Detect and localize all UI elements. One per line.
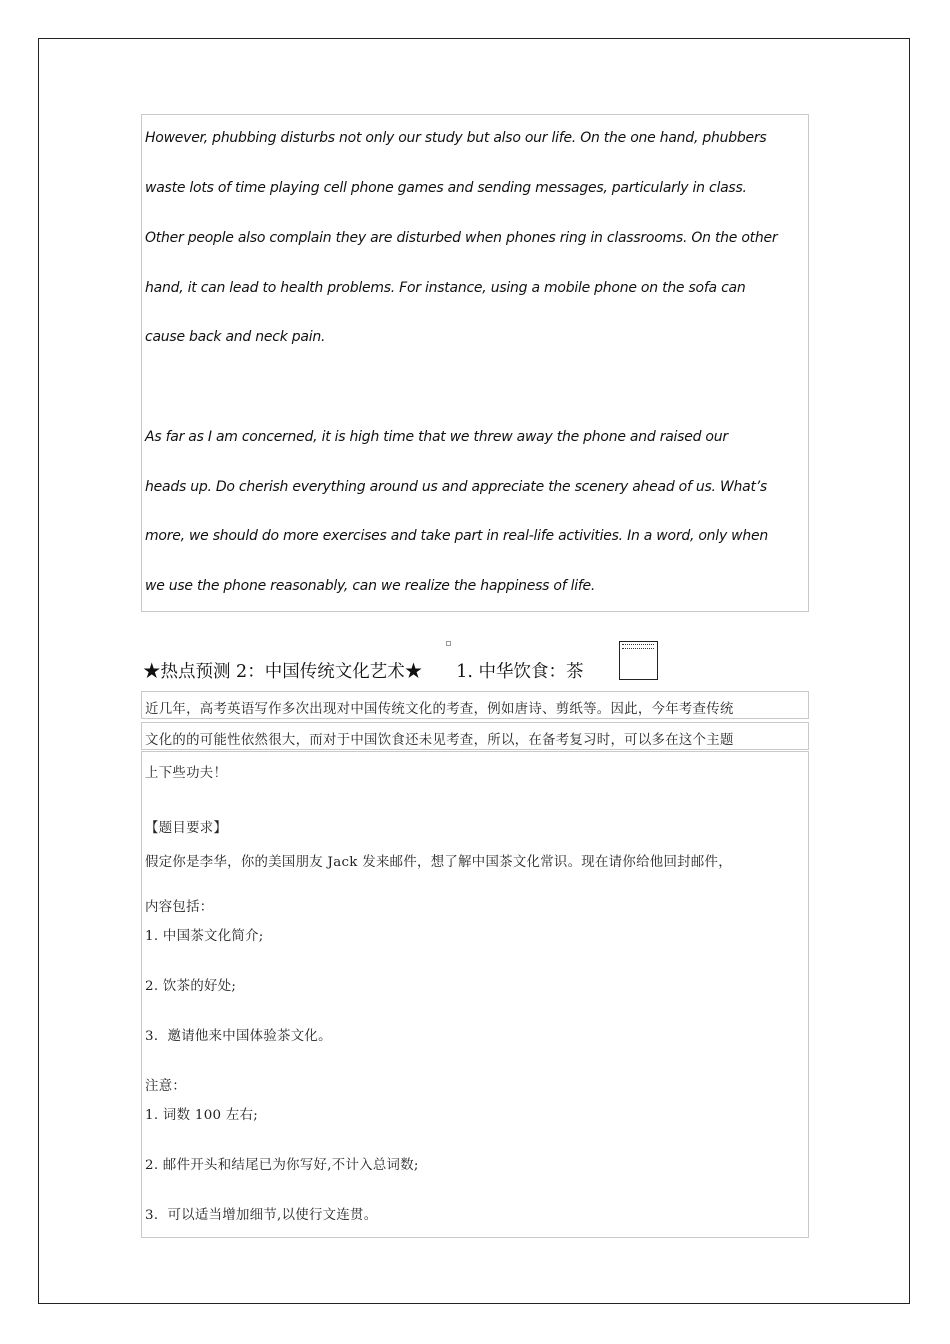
essay-line: Other people also complain they are disturbed when phones ring in classrooms. On the other	[145, 230, 778, 246]
note-item: 1. 词数 100 左右;	[145, 1108, 259, 1123]
section-subtitle: 1. 中华饮食：茶	[456, 662, 584, 682]
essay-line: waste lots of time playing cell phone games and sending messages, particularly in class.	[145, 180, 747, 196]
essay-line: more, we should do more exercises and take part in real-life activities. In a word, only when	[145, 528, 768, 544]
essay-line: cause back and neck pain.	[145, 329, 326, 345]
note-item: 2. 邮件开头和结尾已为你写好,不计入总词数;	[145, 1158, 419, 1173]
intro-line: 上下些功夫！	[145, 766, 228, 781]
task-prompt: 假定你是李华，你的美国朋友 Jack 发来邮件，想了解中国茶文化常识。现在请你给他回封邮件，	[145, 855, 732, 870]
intro-box-2	[141, 722, 809, 750]
essay-line: we use the phone reasonably, can we realize the happiness of life.	[145, 578, 596, 594]
section-heading	[143, 658, 583, 683]
intro-line: 近几年，高考英语写作多次出现对中国传统文化的考查，例如唐诗、剪纸等。因此，今年考查传统	[145, 702, 734, 717]
essay-line: However, phubbing disturbs not only our study but also our life. On the one hand, phubbers	[145, 130, 767, 146]
note-item: 3．可以适当增加细节,以使行文连贯。	[145, 1208, 378, 1223]
essay-line: heads up. Do cherish everything around us and appreciate the scenery ahead of us. What’s	[145, 479, 767, 495]
content-item: 3．邀请他来中国体验茶文化。	[145, 1029, 332, 1044]
notes-header: 注意：	[145, 1079, 187, 1094]
task-prompt: 内容包括：	[145, 900, 214, 915]
content-item: 2. 饮茶的好处;	[145, 979, 237, 994]
essay-line: hand, it can lead to health problems. For instance, using a mobile phone on the sofa can	[145, 280, 746, 296]
intro-box-1	[141, 691, 809, 719]
task-box	[141, 751, 809, 1238]
image-caption-icon	[622, 644, 654, 649]
section-title: ★热点预测 2：中国传统文化艺术★	[143, 662, 423, 682]
task-header: 【题目要求】	[145, 821, 228, 836]
anchor-marker-icon	[446, 641, 451, 646]
content-item: 1. 中国茶文化简介;	[145, 929, 264, 944]
essay-box	[141, 114, 809, 612]
intro-line: 文化的的可能性依然很大，而对于中国饮食还未见考查，所以，在备考复习时，可以多在这个主题	[145, 733, 734, 748]
tea-image-placeholder	[619, 641, 658, 680]
essay-line: As far as I am concerned, it is high time that we threw away the phone and raised our	[145, 429, 728, 445]
